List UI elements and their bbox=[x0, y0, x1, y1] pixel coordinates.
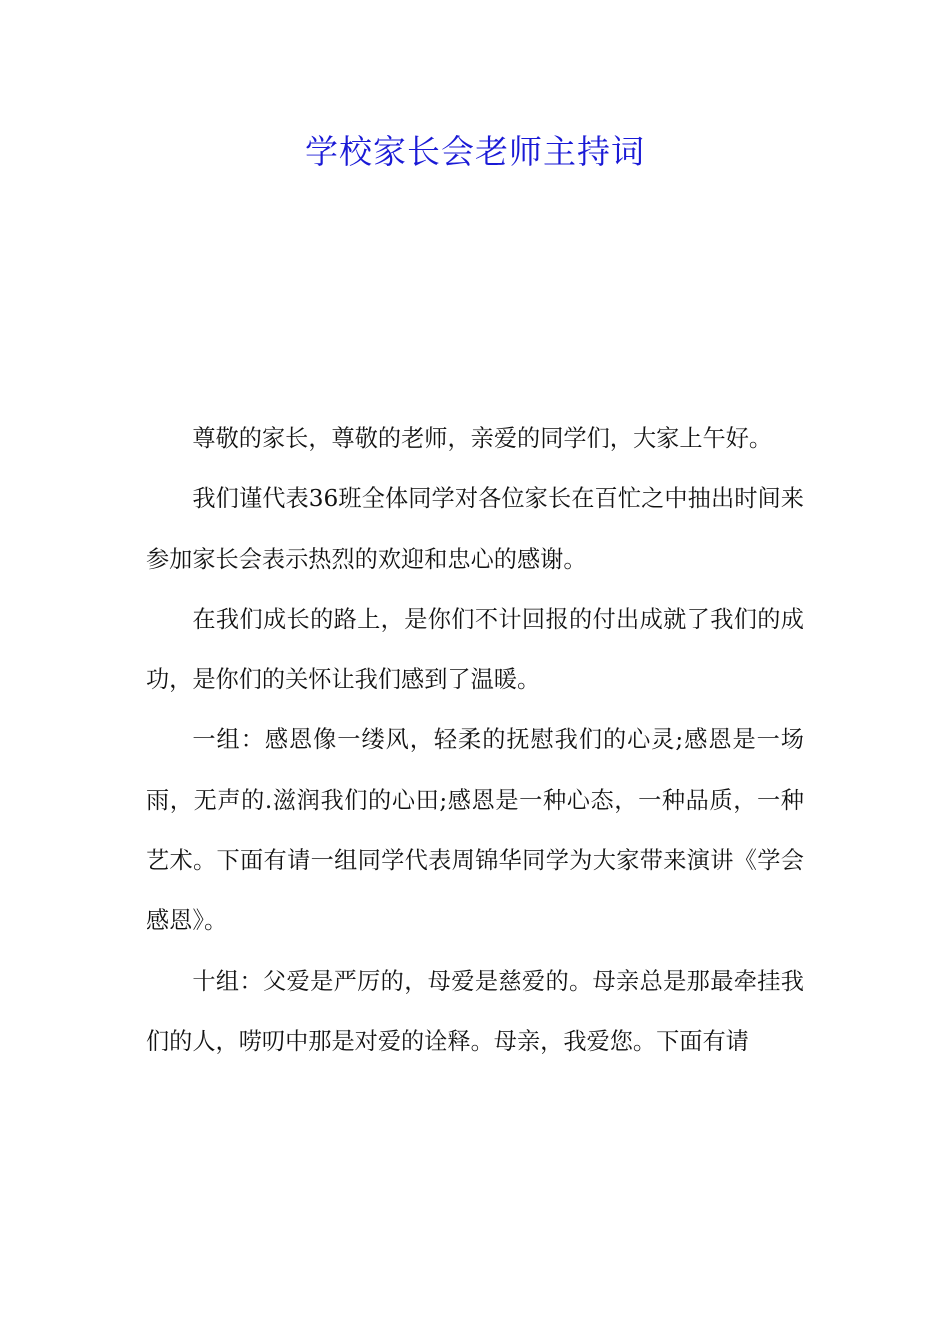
document-body bbox=[146, 409, 804, 1072]
paragraph-gratitude: 在我们成长的路上，是你们不计回报的付出成就了我们的成功，是你们的关怀让我们感到了温暖。 bbox=[146, 605, 804, 694]
document-title: 学校家长会老师主持词 bbox=[305, 132, 645, 171]
paragraph-welcome: 我们谨代表36班全体同学对各位家长在百忙之中抽出时间来参加家长会表示热烈的欢迎和忠心的感谢。 bbox=[146, 485, 804, 573]
paragraph-group-ten: 十组：父爱是严厉的，母爱是慈爱的。母亲总是那最牵挂我们的人，唠叨中那是对爱的诠释。母亲，我爱您。下面有请 bbox=[146, 967, 804, 1055]
paragraph-group-one: 一组：感恩像一缕风，轻柔的抚慰我们的心灵;感恩是一场雨，无声的.滋润我们的心田;感恩是一种心态，一种品质，一种艺术。下面有请一组同学代表周锦华同学为大家带来演讲《学会感恩》。 bbox=[146, 726, 804, 935]
paragraph-greeting: 尊敬的家长，尊敬的老师，亲爱的同学们，大家上午好。 bbox=[192, 425, 773, 452]
